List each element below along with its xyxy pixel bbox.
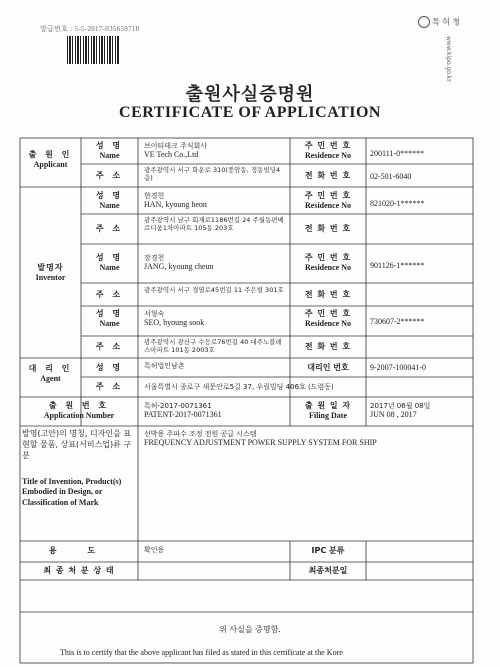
applicant-phone-label: 전 화 번 호 [304,171,352,180]
certification-statement-en: This is to certify that the above applicant has filed as stated in this certificate at the Kore [60,648,343,657]
barcode [67,36,119,64]
invention-title-label-en: Title of Invention, Product(s) Embodied in Design, or Classification of Mark [22,477,122,507]
inventor-2-phone-label: 전 화 번 호 [304,290,352,299]
inventor-2-resno: 901126-1****** [370,261,425,270]
inventor-3-phone-label: 전 화 번 호 [304,342,352,351]
use-label: 용 도 [48,546,110,555]
applicant-name: 브이티테크 주식회사 VE Tech Co.,Ltd [144,142,208,160]
agent-code-label: 대리인 번호 [307,363,349,372]
inventor-3-addr-label: 주 소 [95,342,124,351]
inventor-1-address: 광주광역시 남구 회재로1186번길 24 주월동편베르디움1차아파트 105동 203호 [144,216,284,233]
title-english: CERTIFICATE OF APPLICATION [119,104,381,121]
applicant-addr-label: 주 소 [95,171,124,180]
side-url: www.kipo.go.kr [445,36,452,82]
kipo-logo [418,16,460,28]
inventor-1-resno: 821020-1****** [370,199,425,208]
applicant-resno: 200111-0****** [370,149,425,158]
applicant-section-label: 출 원 인 Applicant [28,150,73,169]
agent-address: 서울특별시 종로구 새문안로5길 37, 우림빌딩 406호 (도렴동) [144,383,334,391]
inventor-3-resno: 730607-2****** [370,317,425,326]
filing-date-label: 출 원 일 자 Filing Date [304,401,352,420]
invention-title-label-ko: 발명(고안)의 명칭, 디자인을 표현할 물품, 상표(서비스업)류 구분 [22,429,132,460]
applicant-phone: 02-501-6040 [370,172,412,181]
inventor-1-resno-label: 주 민 번 호 Residence No [304,191,352,210]
title-korean: 출원사실증명원 [185,84,315,105]
final-status-label: 최 종 처 분 상 태 [43,566,115,575]
inventor-2-addr-label: 주 소 [95,290,124,299]
inventor-3-name-label: 성 명 Name [95,309,124,328]
agent-name-label: 성 명 [95,363,124,372]
applicant-resno-label: 주 민 번 호 Residence No [304,141,352,160]
agent-addr-label: 주 소 [95,382,124,391]
inventor-1-phone-label: 전 화 번 호 [304,224,352,233]
inventor-3-resno-label: 주 민 번 호 Residence No [304,309,352,328]
inventor-1-addr-label: 주 소 [95,224,124,233]
agent-name: 특허법인남촌 [144,362,185,370]
invention-title-value: 선박용 주파수 조정 전원 공급 시스템 FREQUENCY ADJUSTMENT POWER SUPPLY SYSTEM FOR SHIP [144,430,377,448]
applicant-name-label: 성 명 Name [95,141,124,160]
use-value: 확인용 [144,546,165,554]
applicant-address: 광주광역시 서구 화운로 310(풍암동, 정동빌딩4층) [144,166,281,183]
application-number-label: 출 원 번 호 Application Number [43,401,115,420]
inventor-3-address: 광주광역시 광산구 수등로76번길 40 대주노블레스아파트 101동 2003호 [144,338,282,355]
inventor-2-address: 광주광역시 서구 경열로45번길 11 주은빌 301호 [144,286,284,294]
inventor-1-name: 한경헌 HAN, kyoung heon [144,192,207,210]
filing-date: 2017년 06월 08일 JUN 08 , 2017 [370,402,431,420]
inventor-3-name: 서형숙 SEO, hyoung sook [144,310,205,328]
agent-code: 9-2007-100041-0 [370,363,426,372]
kipo-emblem-icon [418,16,430,28]
ipc-label: IPC 분류 [311,546,345,555]
kipo-logo-text: 특 허 청 [432,17,461,27]
final-date-label: 최종처분일 [308,566,348,575]
certification-statement-ko: 위 사실을 증명함. [219,625,281,634]
agent-section-label: 대 리 인 Agent [28,364,73,383]
inventor-1-name-label: 성 명 Name [95,191,124,210]
inventor-2-resno-label: 주 민 번 호 Residence No [304,253,352,272]
inventor-section-label: 발명자 Inventor [35,263,66,282]
issue-number: 발급번호 : 5-5-2017-035659718 [40,25,140,33]
inventor-2-name: 장경천 JANG, kyoung cheun [144,254,214,272]
inventor-2-name-label: 성 명 Name [95,253,124,272]
application-number: 특허-2017-0071361 PATENT-2017-0071361 [144,402,222,420]
